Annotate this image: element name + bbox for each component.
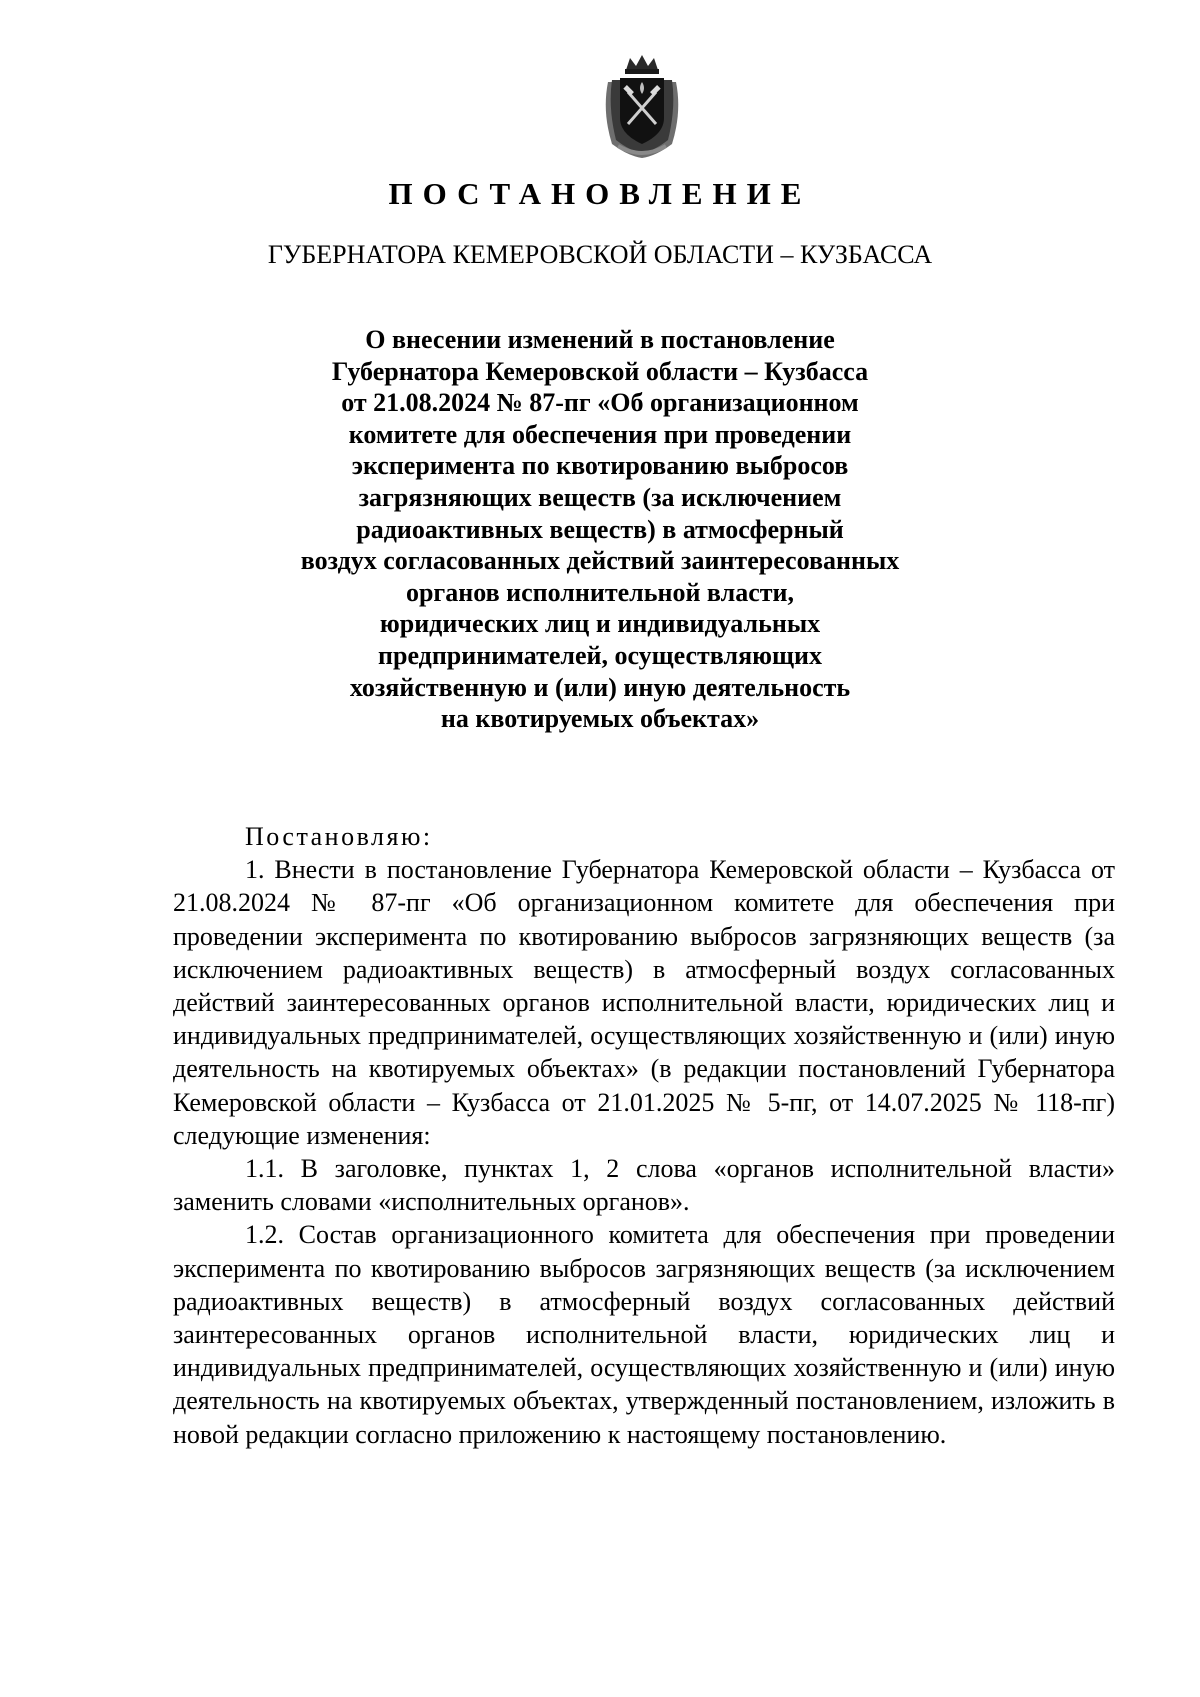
- title-line: загрязняющих веществ (за исключением: [358, 482, 842, 512]
- paragraph-1-2: 1.2. Состав организационного комитета для обеспечения при проведении эксперимента по квотированию выбросов загрязняющих веществ (за исключением радиоактивных веществ) в атмосферный воздух согласованных действий заинтересованных органов исполнительной власти, юридических лиц и индивидуальных предпринимателей, осуществляющих хозяйственную и (или) иную деятельность на квотируемых объектах, утвержденный постановлением, изложить в новой редакции согласно приложению к настоящему постановлению.: [173, 1220, 1115, 1449]
- title-line: О внесении изменений в постановление: [365, 325, 835, 354]
- document-type-heading: ПОСТАНОВЛЕНИЕ: [388, 176, 812, 211]
- title-line: от 21.08.2024 № 87-пг «Об организационном: [341, 388, 859, 418]
- title-line: радиоактивных веществ) в атмосферный: [356, 514, 844, 544]
- title-line: комитете для обеспечения при проведении: [348, 419, 852, 449]
- title-line: предпринимателей, осуществляющих: [378, 640, 822, 670]
- issuer-heading: ГУБЕРНАТОРА КЕМЕРОВСКОЙ ОБЛАСТИ – КУЗБАССА: [267, 240, 933, 269]
- title-line: хозяйственную и (или) иную деятельность: [349, 672, 851, 702]
- document-title: [0, 324, 1200, 735]
- preamble: Постановляю:: [245, 822, 433, 851]
- document-body: [173, 820, 1115, 1451]
- title-line: Губернатора Кемеровской области – Кузбасса: [331, 356, 869, 386]
- paragraph-1: 1. Внести в постановление Губернатора Кемеровской области – Кузбасса от 21.08.2024 № 87-пг «Об организационном комитете для обеспечения при проведении эксперимента по квотированию выбросов загрязняющих веществ (за исключением радиоактивных веществ) в атмосферный воздух согласованных действий заинтересованных органов исполнительной власти, юридических лиц и индивидуальных предпринимателей, осуществляющих хозяйственную и (или) иную деятельность на квотируемых объектах» (в редакции постановлений Губернатора Кемеровской области – Кузбасса от 21.01.2025 № 5-пг, от 14.07.2025 № 118-пг) следующие изменения:: [173, 855, 1115, 1150]
- title-line: юридических лиц и индивидуальных: [379, 609, 821, 639]
- paragraph-1-1: 1.1. В заголовке, пунктах 1, 2 слова «органов исполнительной власти» заменить словами «исполнительных органов».: [173, 1154, 1115, 1217]
- title-line: органов исполнительной власти,: [405, 577, 795, 607]
- title-line: эксперимента по квотированию выбросов: [351, 451, 849, 481]
- title-line: воздух согласованных действий заинтересованных: [300, 546, 900, 576]
- title-line: на квотируемых объектах»: [440, 704, 760, 734]
- coat-of-arms-icon: [598, 52, 686, 160]
